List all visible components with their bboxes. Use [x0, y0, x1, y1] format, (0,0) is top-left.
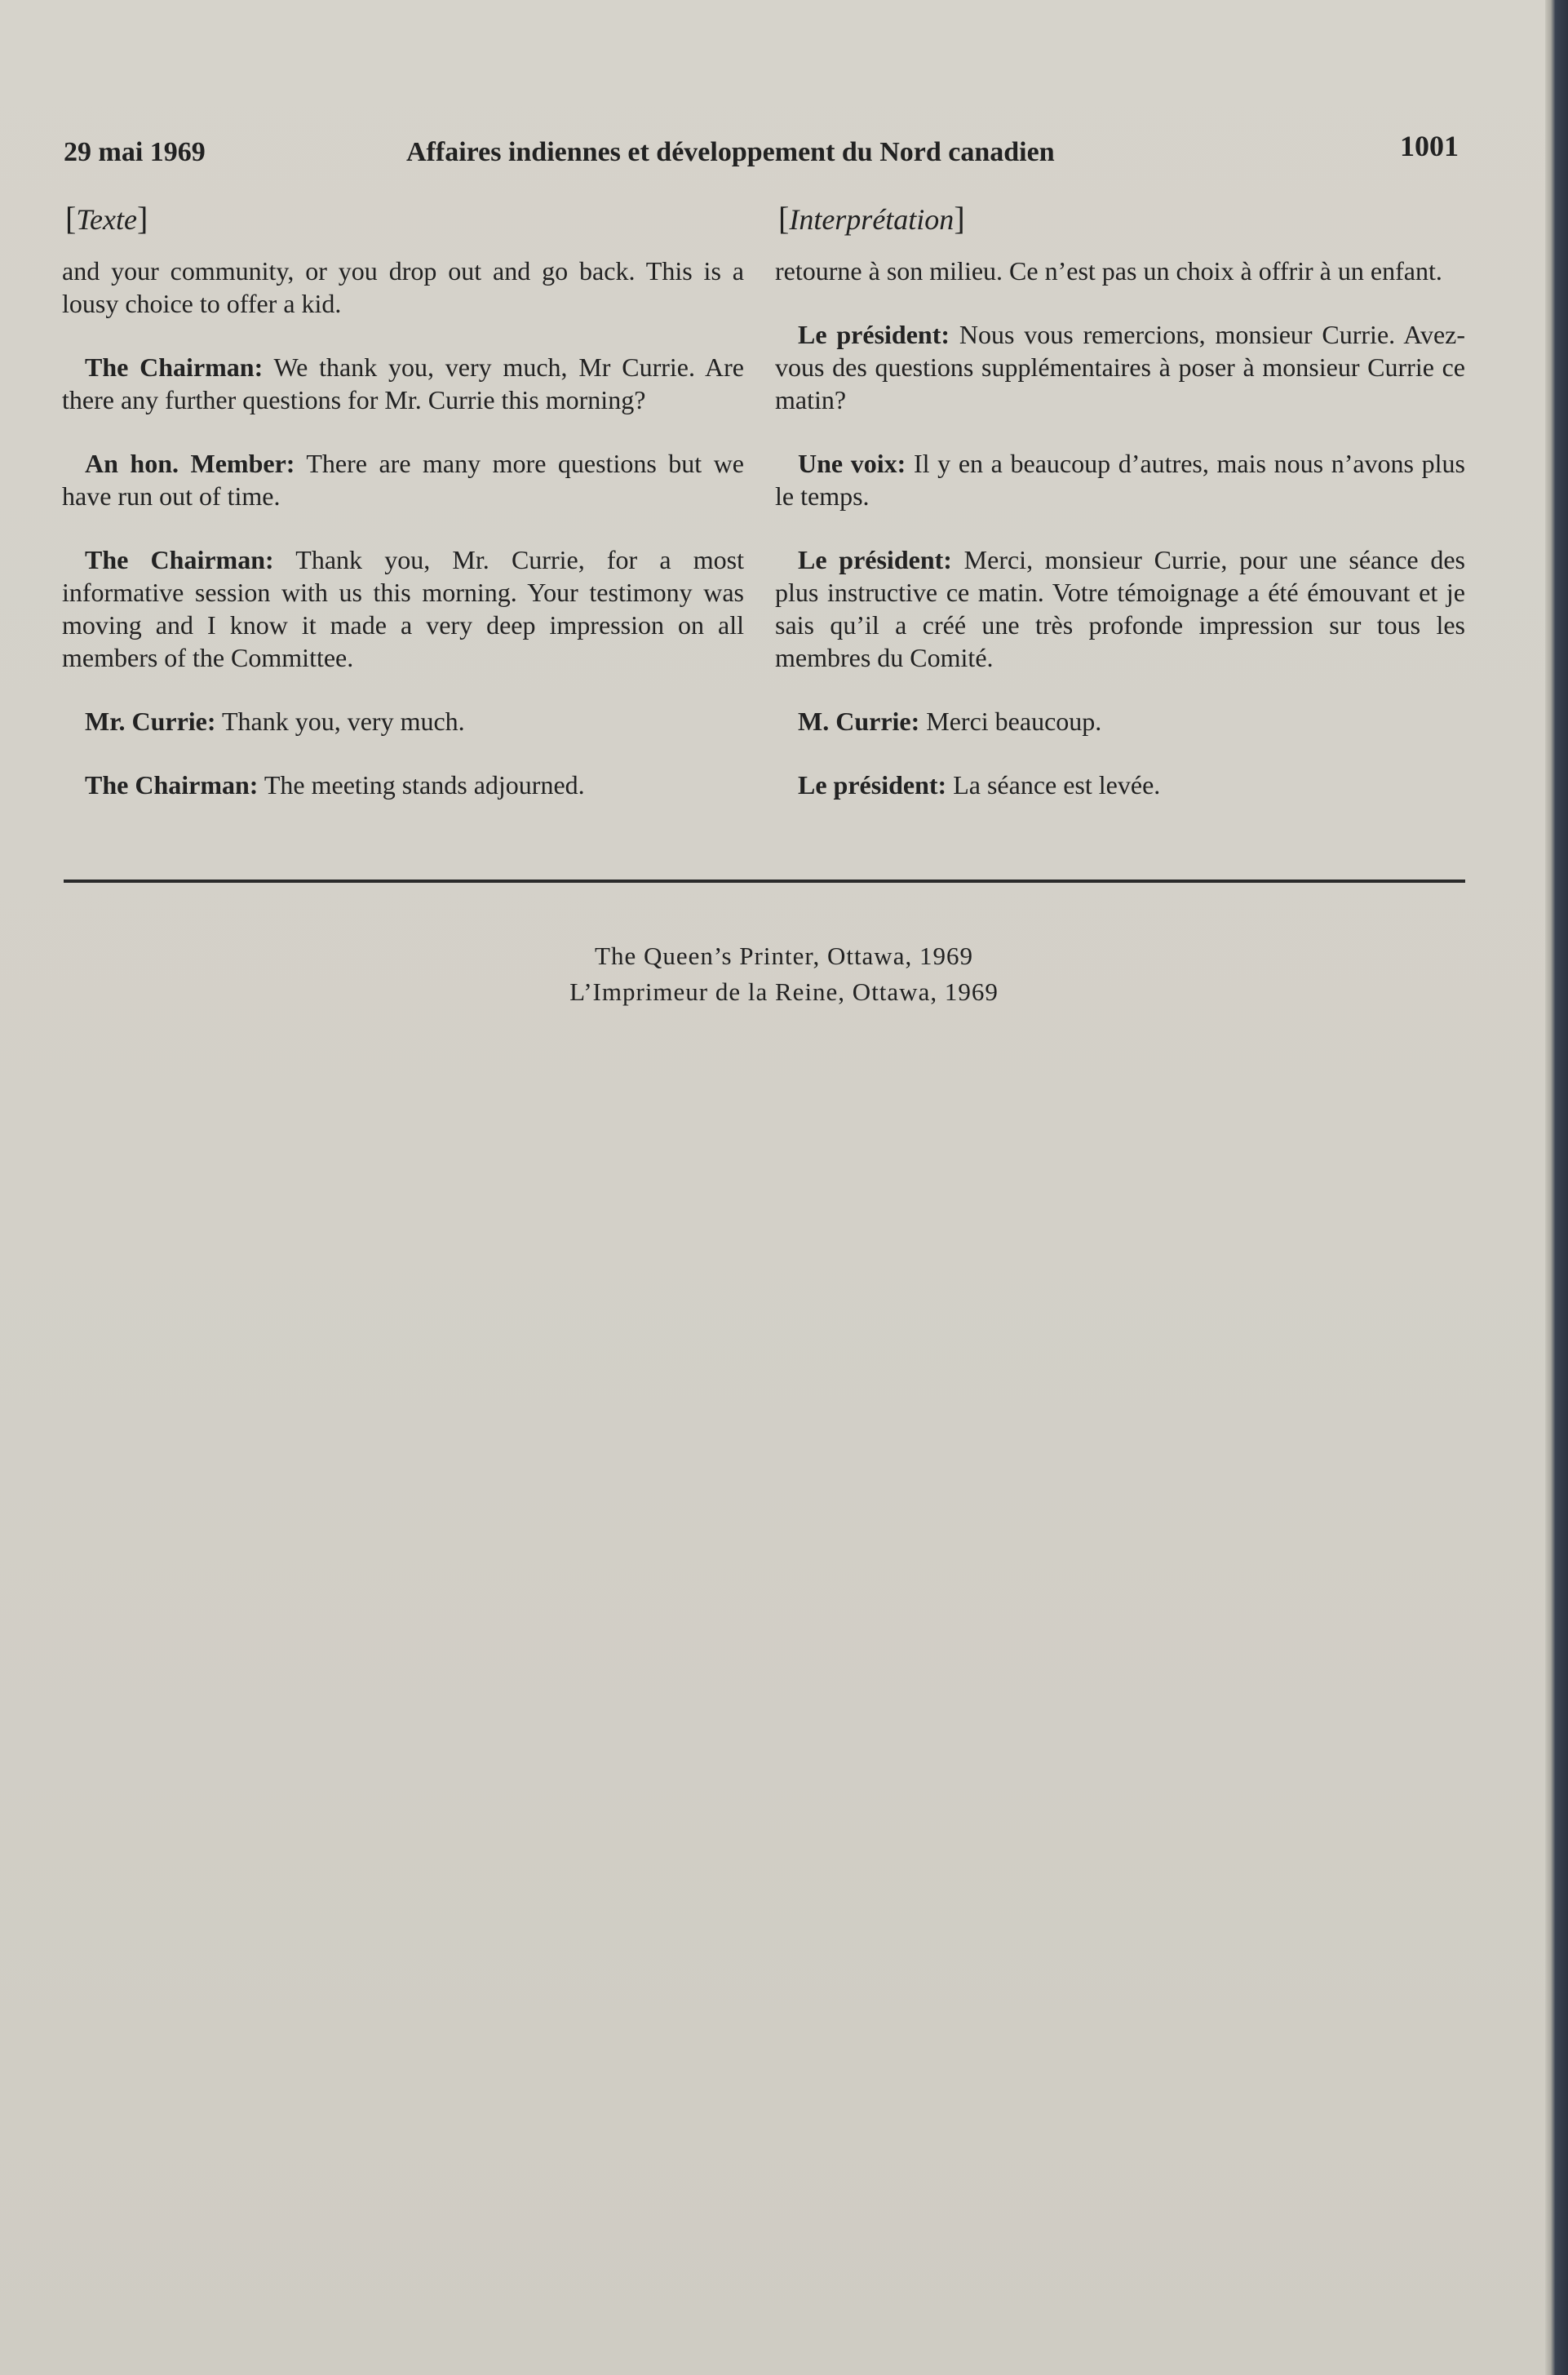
- paragraph: Le président: Nous vous remercions, monsieur Currie. Avez-vous des questions supplémentaires à poser à monsieur Currie ce matin?: [775, 320, 1466, 414]
- book-binding-edge: [1545, 0, 1568, 2375]
- paragraph: Le président: La séance est levée.: [775, 769, 1465, 801]
- french-column: [775, 199, 1465, 832]
- paragraph: Le président: Merci, monsieur Currie, pour une séance des plus instructive ce matin. Votre témoignage a été émouvant et je sais qu’il a créé une très profonde impression sur tous les membres du Comité.: [775, 545, 1466, 672]
- speaker-name: The Chairman:: [85, 545, 274, 574]
- speaker-name: Le président:: [798, 545, 952, 574]
- speaker-name: Mr. Currie:: [85, 707, 216, 736]
- paragraph: Une voix: Il y en a beaucoup d’autres, mais nous n’avons plus le temps.: [775, 449, 1466, 511]
- paragraph: M. Currie: Merci beaucoup.: [775, 705, 1465, 738]
- paragraph: The Chairman: The meeting stands adjourned.: [62, 769, 744, 801]
- header-date: 29 mai 1969: [64, 137, 206, 167]
- horizontal-rule: [64, 880, 1465, 883]
- column-label-texte: [Texte]: [65, 200, 148, 237]
- column-label-interpretation: [Interprétation]: [778, 200, 965, 237]
- running-head: [64, 129, 1459, 178]
- speaker-name: Une voix:: [798, 449, 906, 478]
- speaker-name: M. Currie:: [798, 707, 920, 736]
- speaker-name: The Chairman:: [85, 352, 264, 382]
- speaker-name: Le président:: [798, 320, 950, 349]
- imprint: [0, 938, 1568, 1010]
- paragraph: retourne à son milieu. Ce n’est pas un choix à offrir à un enfant.: [775, 256, 1442, 286]
- english-column: [62, 199, 744, 832]
- page-number: 1001: [1400, 130, 1459, 162]
- imprint-french: L’Imprimeur de la Reine, Ottawa, 1969: [569, 977, 999, 1006]
- speaker-name: An hon. Member:: [85, 449, 295, 478]
- paragraph: Mr. Currie: Thank you, very much.: [62, 705, 744, 738]
- header-title: Affaires indiennes et développement du Nord canadien: [406, 137, 1055, 167]
- imprint-english: The Queen’s Printer, Ottawa, 1969: [595, 942, 973, 970]
- speaker-name: Le président:: [798, 770, 947, 800]
- paragraph: The Chairman: We thank you, very much, Mr Currie. Are there any further questions for Mr. Currie this morning?: [62, 352, 744, 414]
- speaker-name: The Chairman:: [85, 770, 259, 800]
- paragraph: and your community, or you drop out and go back. This is a lousy choice to offer a kid.: [62, 256, 744, 318]
- paragraph: The Chairman: Thank you, Mr. Currie, for a most informative session with us this morning. Your testimony was moving and I know it made a very deep impression on all members of the Committee.: [62, 545, 745, 672]
- paragraph: An hon. Member: There are many more questions but we have run out of time.: [62, 449, 745, 511]
